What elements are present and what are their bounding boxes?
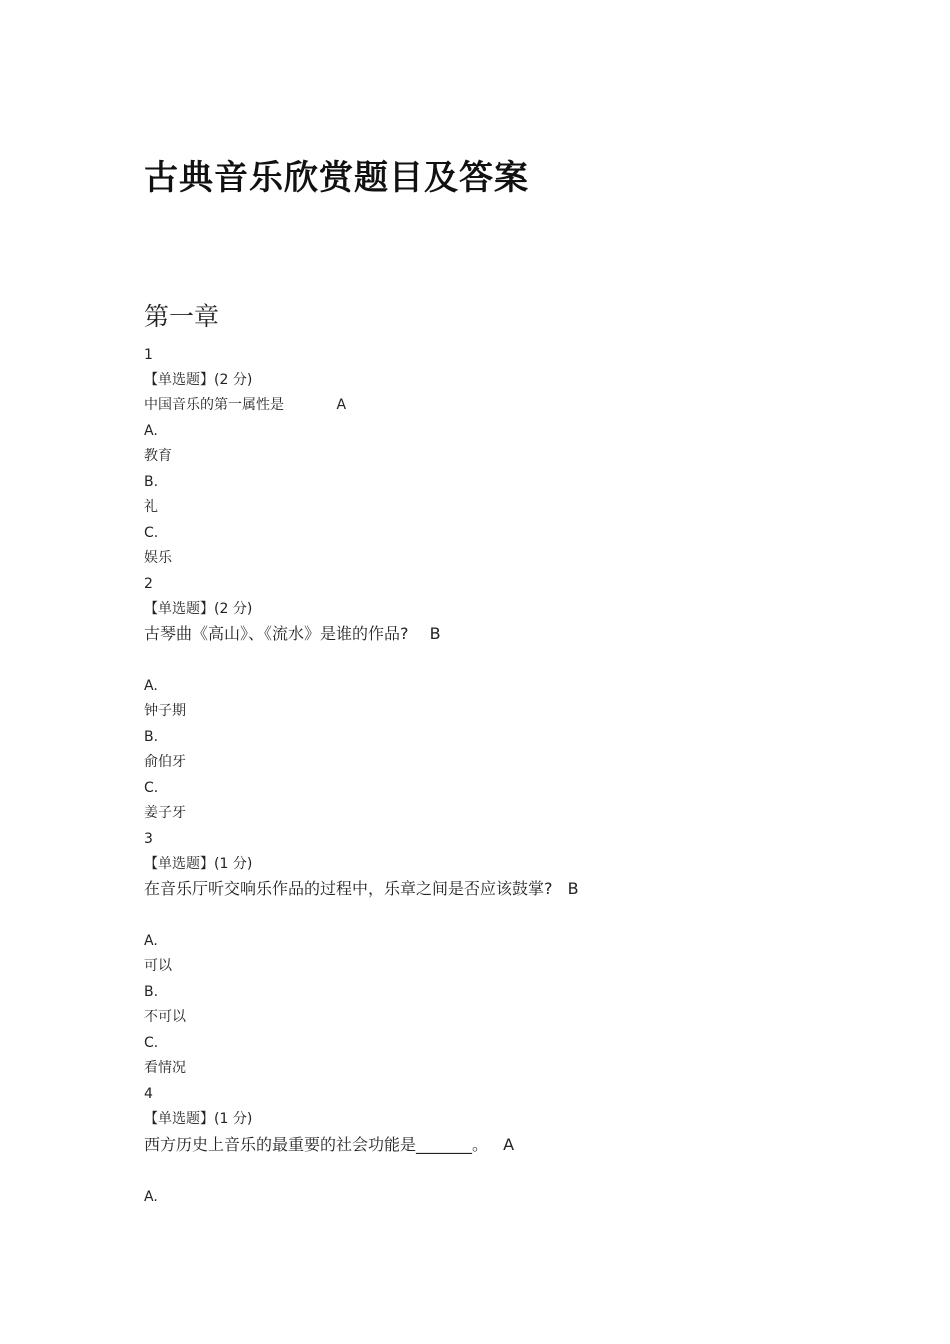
option-text: 娱乐: [144, 550, 172, 566]
option-text: 不可以: [144, 1009, 186, 1025]
chapter-heading: 第一章: [144, 302, 220, 331]
question-type: 【单选题】(2 分): [144, 601, 253, 617]
question-number: 2: [144, 576, 153, 592]
option-text: 俞伯牙: [144, 754, 186, 770]
answer-key: A: [503, 1135, 515, 1154]
question-number: 4: [144, 1086, 153, 1102]
answer-key: B: [429, 624, 441, 643]
question-type: 【单选题】(1 分): [144, 1111, 253, 1127]
question-number: 1: [144, 347, 153, 363]
question-type: 【单选题】(1 分): [144, 856, 253, 872]
option-letter: A.: [144, 423, 158, 439]
answer-key: B: [567, 879, 579, 898]
option-letter: C.: [144, 525, 159, 541]
option-text: 姜子牙: [144, 805, 186, 821]
option-text: 钟子期: [144, 703, 186, 719]
option-text: 教育: [144, 448, 172, 464]
option-letter: A.: [144, 933, 158, 949]
option-letter: C.: [144, 780, 159, 796]
option-letter: C.: [144, 1035, 159, 1051]
question-type: 【单选题】(2 分): [144, 372, 253, 388]
question-stem: [144, 623, 441, 645]
question-number: 3: [144, 831, 153, 847]
option-text: 看情况: [144, 1060, 186, 1076]
question-stem-text: 古琴曲《高山》、《流水》是谁的作品?: [144, 624, 409, 643]
answer-key: A: [336, 397, 347, 413]
question-stem: [144, 1134, 514, 1156]
option-text: 可以: [144, 958, 172, 974]
question-stem-text: 在音乐厅听交响乐作品的过程中，乐章之间是否应该鼓掌?: [144, 879, 553, 898]
question-stem-text: 中国音乐的第一属性是: [144, 397, 284, 413]
option-text: 礼: [144, 499, 158, 515]
question-stem-text: 西方历史上音乐的最重要的社会功能是_______。: [144, 1135, 489, 1154]
option-letter: B.: [144, 474, 159, 490]
document-title: 古典音乐欣赏题目及答案: [144, 158, 529, 198]
option-letter: A.: [144, 1189, 158, 1205]
option-letter: A.: [144, 678, 158, 694]
option-letter: B.: [144, 984, 159, 1000]
option-letter: B.: [144, 729, 159, 745]
question-stem: [144, 878, 579, 900]
question-stem: [144, 395, 346, 415]
